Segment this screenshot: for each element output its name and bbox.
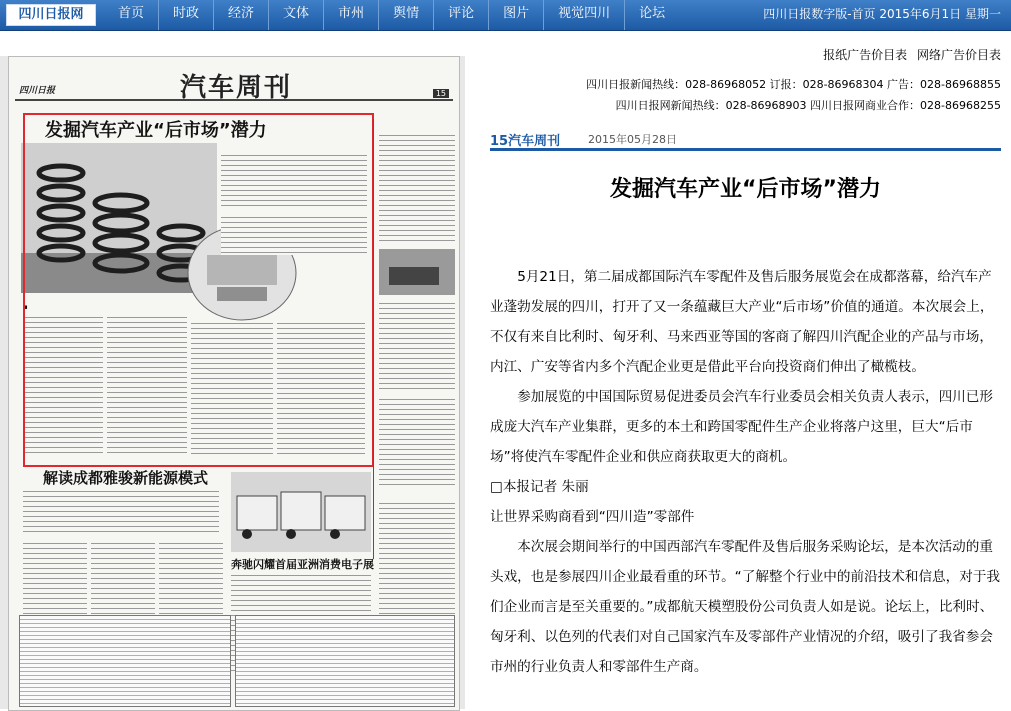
nav-cities[interactable]: 市州 [324, 0, 379, 30]
story-highlight-box[interactable] [23, 113, 374, 467]
hotline-line2: 四川日报网新闻热线：028-86968903 四川日报网商业合作：028-86968255 [615, 99, 1001, 112]
article-title: 发掘汽车产业“后市场”潜力 [610, 177, 881, 202]
nav-culture-sports[interactable]: 文体 [269, 0, 324, 30]
article-byline: □本报记者 朱丽 [490, 479, 589, 495]
newspaper-page-title: 汽车周刊 [180, 73, 293, 103]
web-ad-price-link[interactable]: 网络广告价目表 [916, 48, 1001, 62]
column-divider [373, 119, 374, 559]
paper-ad-price-link[interactable]: 报纸广告价目表 [823, 48, 908, 62]
story2-headline: 解读成都雅骏新能源模式 [43, 469, 209, 487]
nav-politics[interactable]: 时政 [159, 0, 214, 30]
sidebar-briefs-4 [379, 501, 455, 621]
article-paragraph: 参加展览的中国国际贸易促进委员会汽车行业委员会相关负责人表示，四川已形成庞大汽车产业集群，更多的本土和跨国零配件生产企业将落户这里，巨大“后市场”将使汽车零配件企业和供应商获取更大的商机。 [490, 389, 993, 465]
site-logo[interactable]: 四川日报网 [6, 4, 96, 26]
newspaper-masthead: 四川日报 [19, 86, 56, 96]
sidebar-briefs [379, 133, 455, 243]
sidebar-briefs-3 [379, 397, 455, 487]
nav-economy[interactable]: 经济 [214, 0, 269, 30]
nav-visual-sichuan[interactable]: 视觉四川 [544, 0, 625, 30]
newspaper-page[interactable] [8, 56, 460, 711]
article-subhead: 让世界采购商看到“四川造”零部件 [490, 509, 695, 525]
breadcrumb: 四川日报数字版-首页 2015年6月1日 星期一 [763, 7, 1001, 21]
section-date: 2015年05月28日 [588, 133, 677, 146]
newspaper-header [15, 63, 453, 101]
nav-photos[interactable]: 图片 [489, 0, 544, 30]
article-body [490, 262, 1001, 682]
bottom-notice-left [19, 615, 231, 707]
newspaper-page-panel [0, 56, 465, 709]
article-paragraph: 本次展会期间举行的中国西部汽车零配件及售后服务采购论坛，是本次活动的重头戏，也是参展四川企业最看重的环节。“了解整个行业中的前沿技术和信息，对于我们企业而言是至关重要的。”成都航天模塑股份公司负责人如是说。论坛上，比利时、匈牙利、以色列的代表们对自己国家汽车及零部件产业情况的介绍，吸引了我省参会市州的行业负责人和零部件生产商。 [490, 539, 1001, 675]
main-nav [104, 0, 679, 30]
story2-lead [23, 489, 219, 533]
section-bar [490, 130, 1001, 151]
top-nav-bar [0, 0, 1011, 31]
nav-forum[interactable]: 论坛 [639, 6, 666, 21]
ad-price-links [817, 46, 1001, 63]
section-name[interactable]: 15汽车周刊 [490, 134, 561, 149]
nav-home[interactable]: 首页 [104, 0, 159, 30]
story1-headline: 发掘汽车产业“后市场”潜力 [45, 120, 267, 141]
sidebar-briefs-2 [379, 301, 455, 391]
newspaper-page-number: 15 [433, 89, 449, 98]
story3-headline: 奔驰闪耀首届亚洲消费电子展 [231, 558, 374, 571]
story1-subhead-label: ▪ [23, 303, 28, 311]
article-paragraph: 5月21日，第二届成都国际汽车零配件及售后服务展览会在成都落幕，给汽车产业蓬勃发展的四川，打开了又一条蕴藏巨大产业“后市场”价值的通道。本次展会上，不仅有来自比利时、匈牙利、马来西亚等国的客商了解四川汽配企业的产品与市场，内江、广安等省内多个汽配企业更是借此平台向投资商们伸出了橄榄枝。 [490, 269, 994, 375]
electric-bus-photo [231, 472, 371, 552]
suv-photo [379, 249, 455, 295]
hotline-line1: 四川日报新闻热线：028-86968052 订报：028-86968304 广告：028-86968855 [586, 78, 1001, 91]
bottom-notice-right [235, 615, 455, 707]
nav-public-opinion[interactable]: 舆情 [379, 0, 434, 30]
nav-commentary[interactable]: 评论 [434, 0, 489, 30]
